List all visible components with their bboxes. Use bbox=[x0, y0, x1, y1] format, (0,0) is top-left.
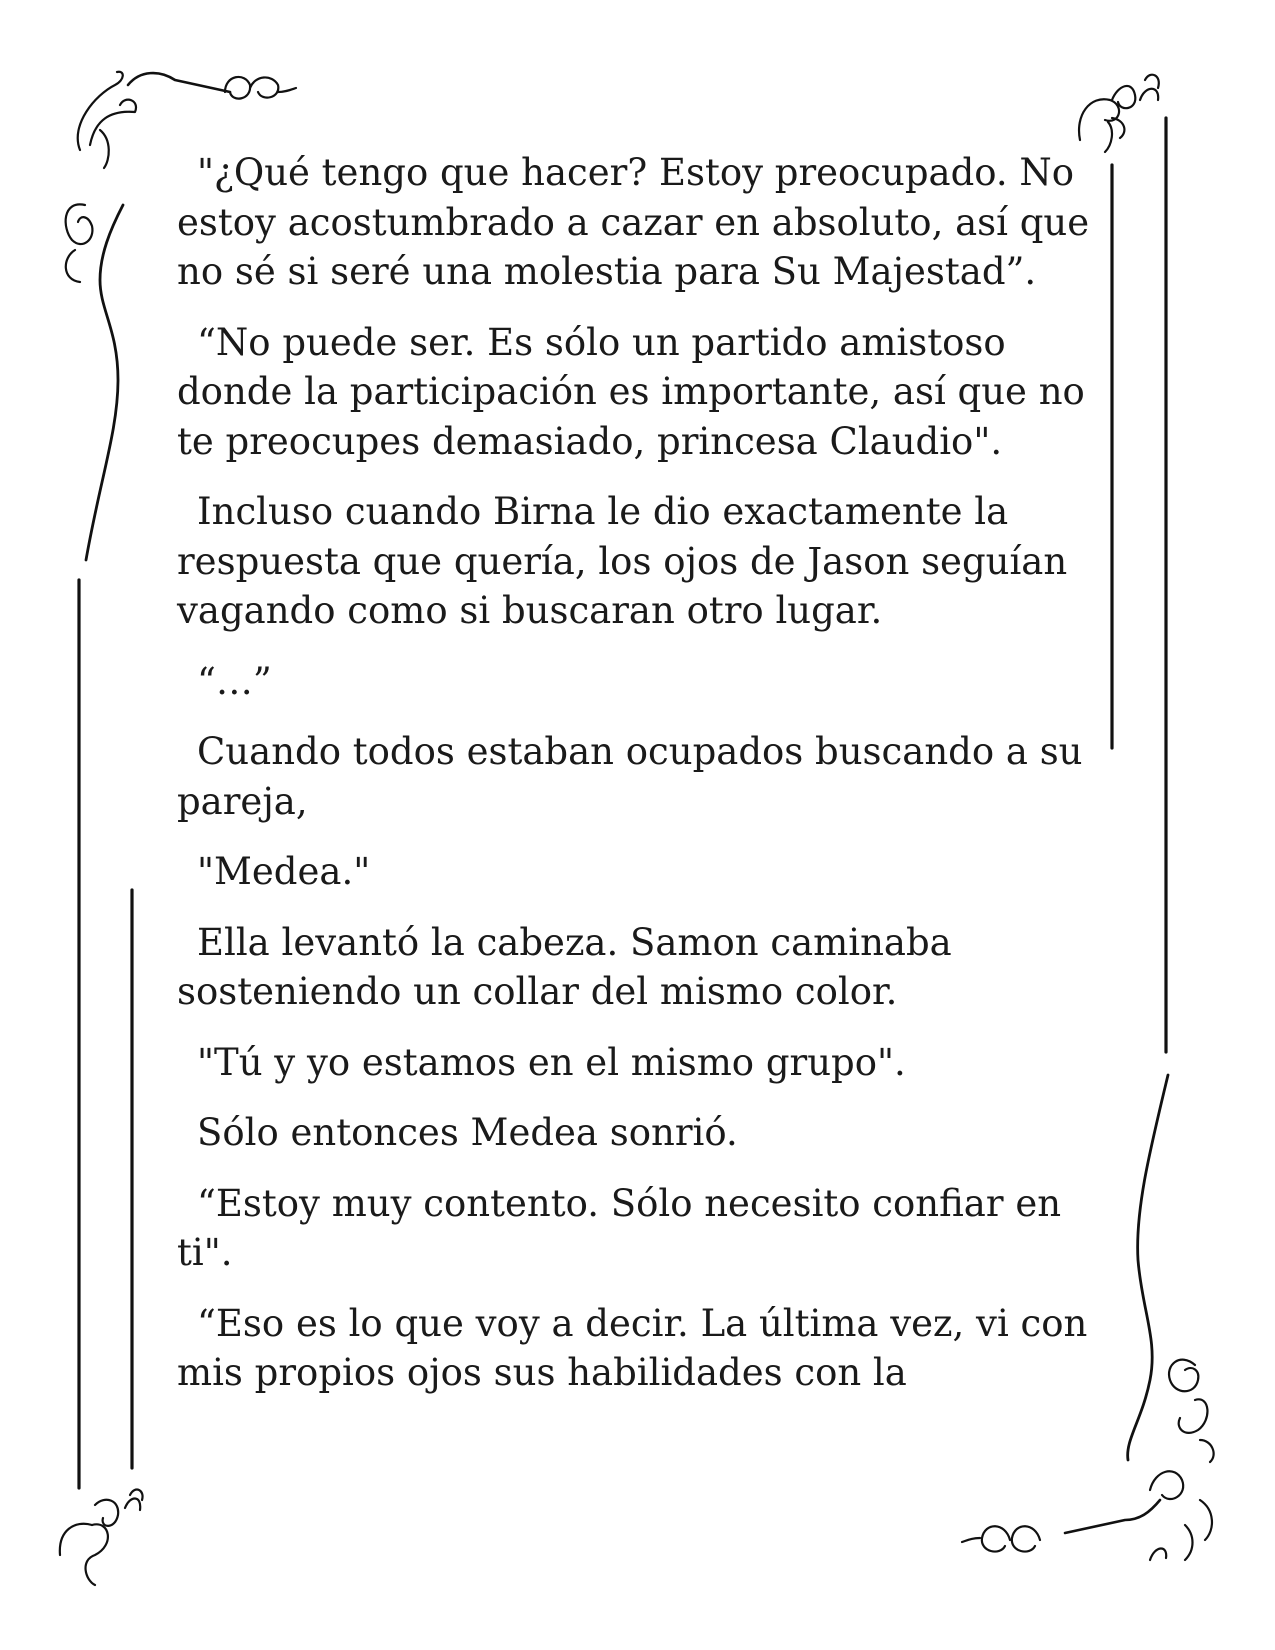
document-body bbox=[177, 148, 1097, 1419]
paragraph: “…” bbox=[197, 659, 272, 703]
paragraph: "Medea." bbox=[197, 850, 371, 893]
flourish-bottom-left bbox=[60, 1490, 143, 1585]
paragraph: “Eso es lo que voy a decir. La última vez, vi con mis propios ojos sus habilidades con la bbox=[177, 1301, 1088, 1394]
paragraph: “No puede ser. Es sólo un partido amistoso donde la participación es importante, así que no te preocupes demasiado, princesa Claudio". bbox=[177, 320, 1085, 463]
flourish-top-right bbox=[1079, 75, 1159, 152]
paragraph: Sólo entonces Medea sonrió. bbox=[197, 1111, 738, 1154]
paragraph: "¿Qué tengo que hacer? Estoy preocupado. No estoy acostumbrado a cazar en absoluto, así que no sé si seré una molestia para Su Majestad”. bbox=[177, 151, 1090, 293]
paragraph: Cuando todos estaban ocupados buscando a su pareja, bbox=[177, 730, 1083, 823]
paragraph: “Estoy muy contento. Sólo necesito confiar en ti". bbox=[177, 1181, 1062, 1274]
paragraph: Ella levantó la cabeza. Samon caminaba sosteniendo un collar del mismo color. bbox=[177, 920, 952, 1013]
paragraph: Incluso cuando Birna le dio exactamente la respuesta que quería, los ojos de Jason seguían vagando como si buscaran otro lugar. bbox=[177, 490, 1068, 632]
paragraph: "Tú y yo estamos en el mismo grupo". bbox=[197, 1040, 906, 1084]
